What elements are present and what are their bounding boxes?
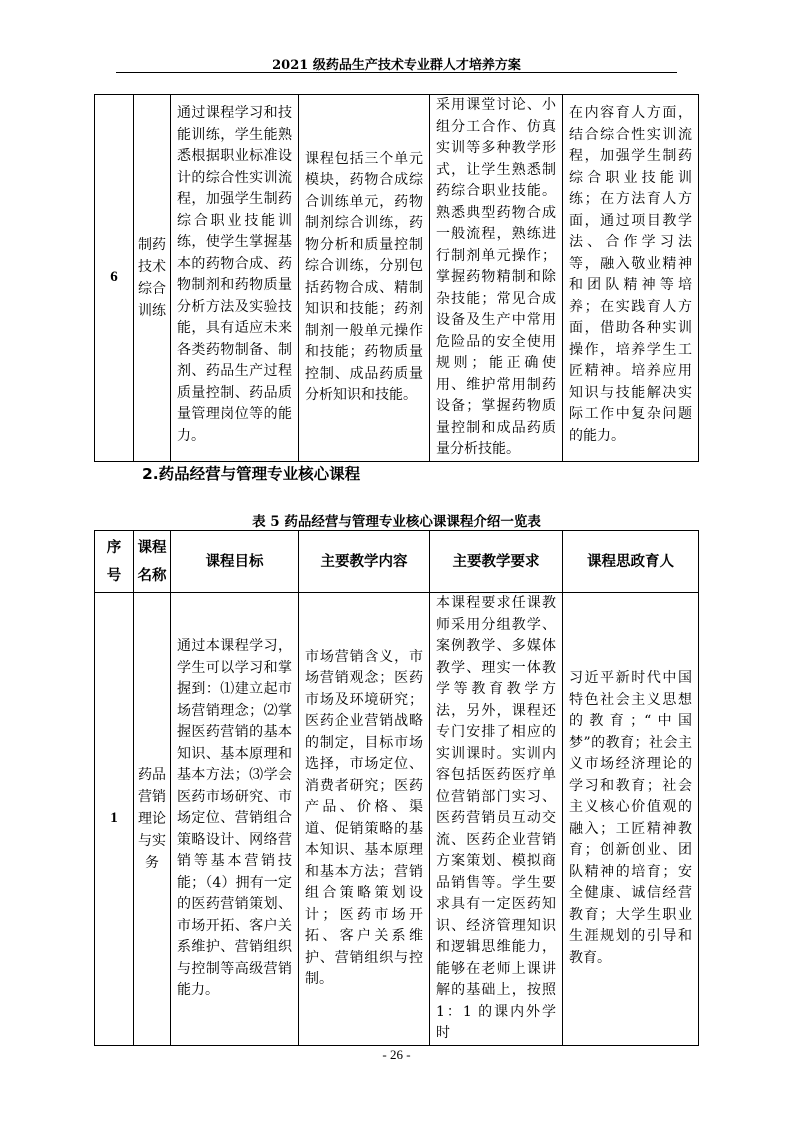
header-goal: 课程目标 [171,531,299,593]
table-row [95,95,699,462]
teaching-requirement: 采用课堂讨论、小组分工合作、仿真实训等多种教学形式，让学生熟悉制药综合职业技能。熟悉典型药物合成一般流程，熟练进行制剂单元操作；掌握药物精制和除杂技能；常见合成设备及生产中常用危险品的安全使用规则；能正确使用、维护常用制药设备；掌握药物质量控制和成品药质量分析技能。 [430,95,563,462]
section-heading: 2.药品经营与管理专业核心课程 [142,465,361,483]
header-rule [116,72,677,73]
course-table-continued [94,94,699,462]
header-name-line1: 课程 [137,538,167,556]
ideology-education: 习近平新时代中国特色社会主义思想的教育；“中国梦”的教育；社会主义市场经济理论的学习和教育；社会主义核心价值观的融入；工匠精神教育；创新创业、团队精神的培育；安全健康、诚信经营教育；大学生职业生涯规划的引导和教育。 [563,593,699,1046]
row-number: 6 [95,95,134,462]
header-no-line1: 序 [106,538,122,556]
row-number: 1 [95,593,134,1046]
course-table-5 [94,530,699,1046]
teaching-requirement: 本课程要求任课教师采用分组教学、案例教学、多媒体教学、理实一体教学等教育教学方法，另外，课程还专门安排了相应的实训课时。实训内容包括医药医疗单位营销部门实习、医药营销员互动交流、医药企业营销方案策划、模拟商品销售等。学生要求具有一定医药知识、经济管理知识和逻辑思维能力，能够在老师上课讲解的基础上，按照1：1 的课内外学时 [430,593,563,1046]
header-no [95,531,134,593]
header-content: 主要教学内容 [299,531,430,593]
table-row [95,593,699,1046]
course-content: 市场营销含义，市场营销观念；医药市场及环境研究；医药企业营销战略的制定，目标市场选择，市场定位、消费者研究；医药产品、价格、渠道、促销策略的基本知识、基本原理和基本方法；营销组合策略策划设计；医药市场开拓、客户关系维护、营销组织与控制。 [299,593,430,1046]
table-header-row [95,531,699,593]
header-no-line2: 号 [106,566,122,584]
header-requirement: 主要教学要求 [430,531,563,593]
course-content: 课程包括三个单元模块，药物合成综合训练单元，药物制剂综合训练，药物分析和质量控制综合训练，分别包括药物合成、精制知识和技能；药剂制剂一般单元操作和技能；药物质量控制、成品药质量分析知识和技能。 [299,95,430,462]
course-goal: 通过课程学习和技能训练，学生能熟悉根据职业标准设计的综合性实训流程，加强学生制药综合职业技能训练，使学生掌握基本的药物合成、药物制剂和药物质量分析方法及实验技能，具有适应未来各类药物制备、制剂、药品生产过程质量控制、药品质量管理岗位等的能力。 [171,95,299,462]
course-name: 制药技术综合训练 [134,95,171,462]
course-goal: 通过本课程学习，学生可以学习和掌握到：⑴建立起市场营销理念；⑵掌握医药营销的基本知识、基本原理和基本方法；⑶学会医药市场研究、市场定位、营销组合策略设计、网络营销等基本营销技能；（4）拥有一定的医药营销策划、市场开拓、客户关系维护、营销组织与控制等高级营销能力。 [171,593,299,1046]
header-name [134,531,171,593]
running-header: 2021 级药品生产技术专业群人才培养方案 [272,58,521,73]
header-ideology: 课程思政育人 [563,531,699,593]
header-name-line2: 名称 [137,566,167,584]
ideology-education: 在内容育人方面，结合综合性实训流程，加强学生制药综合职业技能训练；在方法育人方面，通过项目教学法、合作学习法等，融入敬业精神和团队精神等培养；在实践育人方面，借助各种实训操作，培养学生工匠精神。培养应用知识与技能解决实际工作中复杂问题的能力。 [563,95,699,462]
course-name: 药品营销理论与实务 [134,593,171,1046]
table-caption: 表 5 药品经营与管理专业核心课课程介绍一览表 [252,514,541,530]
page-number: - 26 - [382,1047,411,1062]
